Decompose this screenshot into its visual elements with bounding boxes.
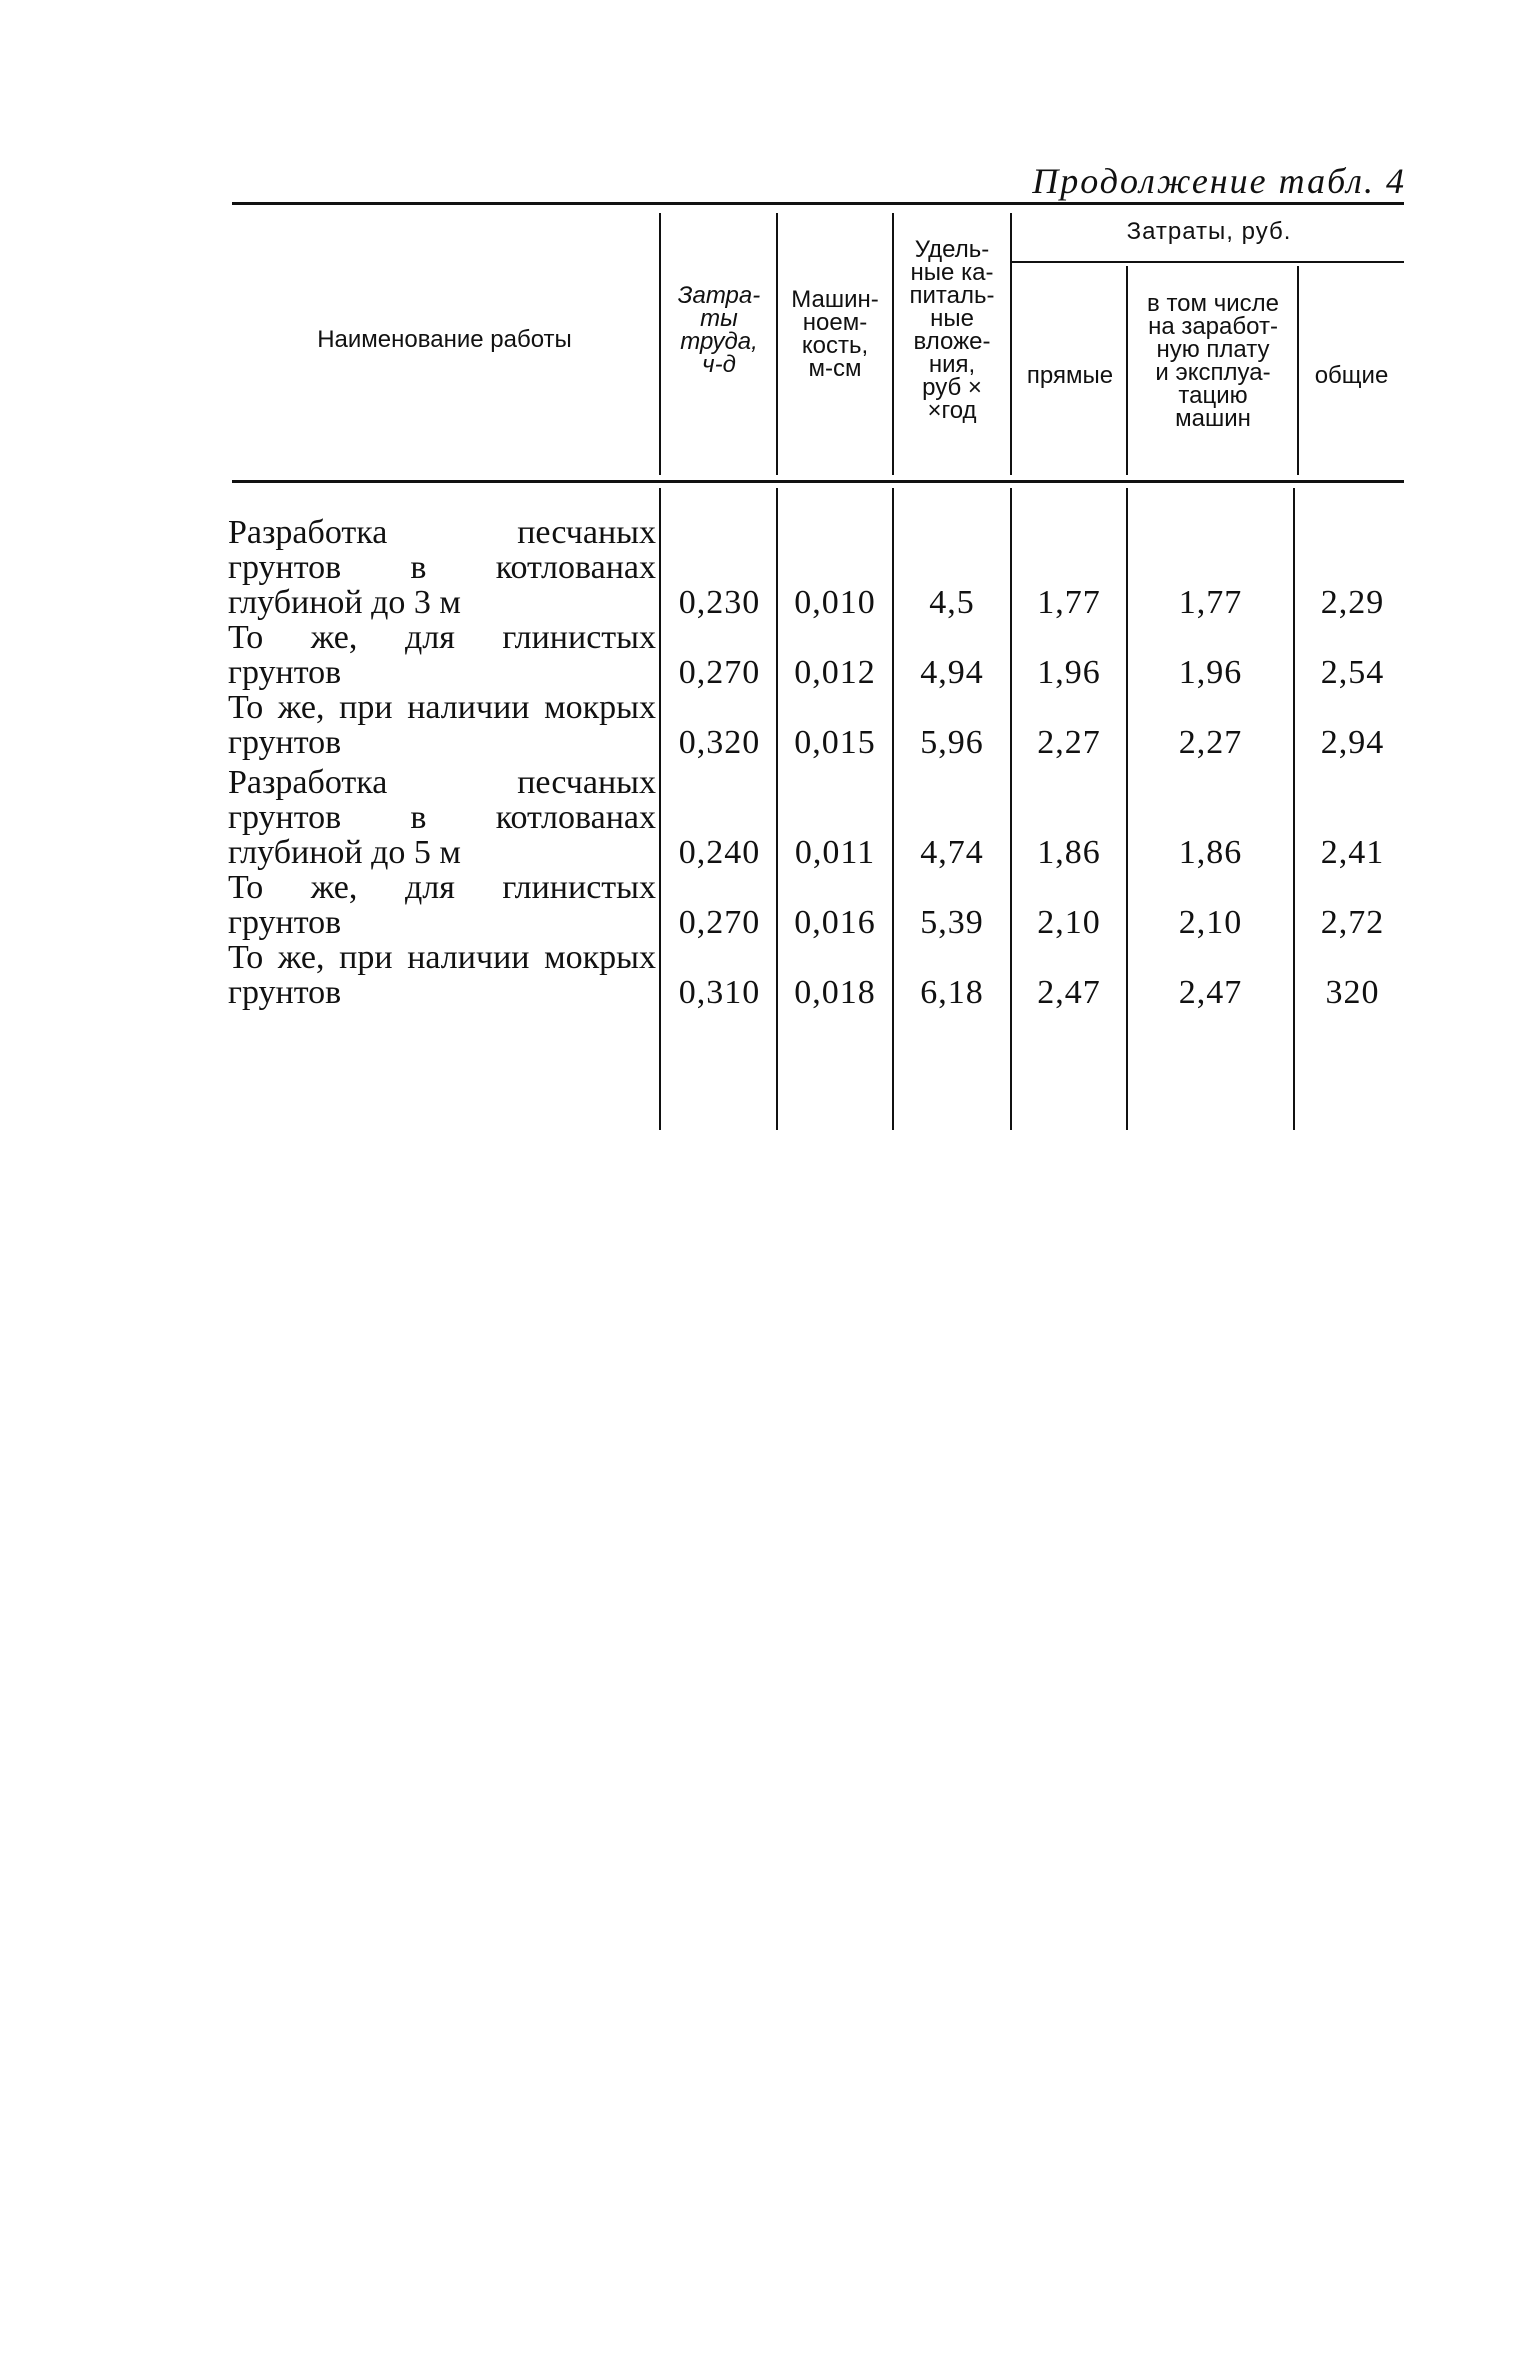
table-row-name: То же, при наличии мокрых грунтов [228,689,656,761]
table-row-name: То же, при наличии мокрых грунтов [228,939,656,1011]
table-cell-machine: 0,010 [794,584,876,621]
table-cell-wages: 2,27 [1178,724,1243,761]
table-cell-capital: 4,5 [929,584,975,621]
header-divider [659,213,661,475]
header-costs-group: Затраты, руб. [1126,218,1292,245]
table-cell-capital: 5,39 [920,904,984,941]
table-cell-direct: 1,77 [1037,584,1101,621]
body-divider [659,488,661,1130]
table-top-rule [232,202,1404,205]
header-labor: Затра- ты труда, ч-д [677,282,761,378]
table-row-name: То же, для глинистых грунтов [228,869,656,941]
table-cell-total: 2,72 [1320,904,1385,941]
header-name: Наименование работы [317,326,572,353]
header-divider [776,213,778,475]
header-bottom-rule [232,480,1404,483]
table-row-name: Разработка песчаных грунтов в котлованах глубиной до 5 м [228,764,656,871]
table-cell-capital: 4,94 [920,654,984,691]
table-cell-wages: 2,47 [1178,974,1243,1011]
table-cell-labor: 0,270 [678,904,761,941]
table-cell-total: 2,54 [1320,654,1385,691]
header-divider [1010,213,1012,475]
table-cell-wages: 1,86 [1178,834,1243,871]
table-cell-total: 2,41 [1320,834,1385,871]
table-row-name: Разработка песчаных грунтов в котлованах глубиной до 3 м [228,514,656,621]
table-cell-machine: 0,018 [794,974,876,1011]
table-cell-wages: 1,96 [1178,654,1243,691]
table-cell-direct: 2,27 [1037,724,1101,761]
header-machine: Машин- ноем- кость, м-см [791,286,879,382]
table-cell-direct: 1,86 [1037,834,1101,871]
table-cell-capital: 4,74 [920,834,984,871]
table-cell-capital: 5,96 [920,724,984,761]
header-wages: в том числе на заработ- ную плату и эксплуа- тацию машин [1147,290,1279,432]
table-cell-wages: 2,10 [1178,904,1243,941]
table-cell-labor: 0,270 [678,654,761,691]
header-direct: прямые [1026,362,1114,389]
header-capital: Удель- ные ка- питаль- ные вложе- ния, руб × ×год [909,236,995,424]
table-cell-direct: 2,47 [1037,974,1101,1011]
costs-group-rule [1012,261,1404,263]
table-cell-labor: 0,320 [678,724,761,761]
table-cell-capital: 6,18 [920,974,984,1011]
table-cell-direct: 2,10 [1037,904,1101,941]
table-cell-machine: 0,015 [794,724,876,761]
table-cell-machine: 0,016 [794,904,876,941]
table-cell-total: 2,94 [1320,724,1385,761]
table-cell-labor: 0,240 [678,834,761,871]
table-cell-machine: 0,011 [794,834,876,871]
table-cell-labor: 0,310 [678,974,761,1011]
table-cell-labor: 0,230 [678,584,761,621]
table-row-name: То же, для глинистых грунтов [228,619,656,691]
header-total: общие [1314,362,1389,389]
table-cell-wages: 1,77 [1178,584,1243,621]
table-cell-direct: 1,96 [1037,654,1101,691]
table-cell-total: 2,29 [1320,584,1385,621]
table-continuation-title: Продолжение табл. 4 [1032,161,1406,201]
table-cell-total: 320 [1325,974,1380,1011]
table-cell-machine: 0,012 [794,654,876,691]
